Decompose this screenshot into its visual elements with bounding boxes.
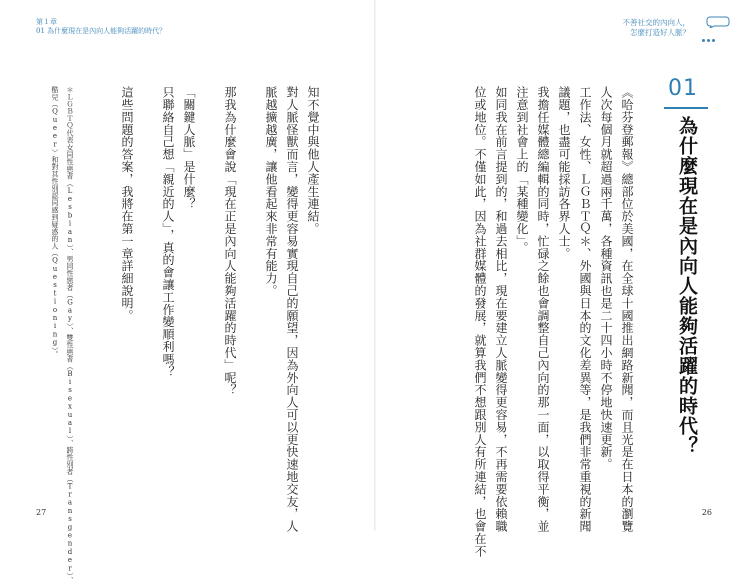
body-column: 「關鍵人脈」是什麼？ xyxy=(182,86,196,210)
body-column: 對人脈怪獸而言，變得更容易實現自己的願望，因為外向人可以更快速地交友，人 xyxy=(285,86,299,533)
page-gutter xyxy=(374,0,376,531)
running-head xyxy=(623,18,691,38)
body-column: 位或地位。不僅如此，因為社群媒體的發展，就算我們不想跟別人有所連結，也會在不 xyxy=(473,86,487,558)
body-column: 《哈芬登郵報》總部位於美國，在全球十國推出網路新聞，而且光是在日本的瀏覽 xyxy=(620,86,634,533)
section-rule xyxy=(664,107,708,109)
body-column: 那我為什麼會說「現在正是內向人能夠活躍的時代」呢？ xyxy=(223,86,237,396)
section-number: 01 xyxy=(668,76,698,101)
body-column: 議題，也盡可能採訪各界人士。 xyxy=(557,86,571,260)
body-column: 脈越擴越廣，讓他看起來非常有能力。 xyxy=(264,86,278,297)
chapter-subtitle: 01 為什麼現在是內向人能夠活躍的時代？ xyxy=(36,27,167,35)
footnote-column: 酷兒（Queer）和對其性別認同感到疑惑的人（Questioning）。 xyxy=(51,86,59,358)
body-column: 這些問題的答案，我將在第一章詳細說明。 xyxy=(120,86,134,322)
chapter-header xyxy=(36,18,166,36)
body-column: 如同我在前言提到的，和過去相比，現在要建立人脈變得更容易，不再需要依賴職 xyxy=(494,86,508,533)
body-column: 工作法、女性、ＬＧＢＴＱ＊、外國與日本的文化差異等，是我們非常重視的新聞 xyxy=(578,86,592,533)
body-column: 我擔任媒體總編輯的同時，忙碌之餘也會調整自己內向的那一面，以取得平衡，並 xyxy=(536,86,550,533)
section-title: 為什麼現在是內向人能夠活躍的時代？ xyxy=(676,116,698,456)
body-column: 只聯絡自己想「親近的人」，真的會讓工作變順利嗎？ xyxy=(161,86,175,378)
body-column: 人次每個月就超過兩千萬，各種資訊也是二十四小時不停地快速更新。 xyxy=(599,86,613,471)
body-column: 知不覺中與他人產生連結。 xyxy=(306,86,320,235)
page-number: 26 xyxy=(701,508,712,517)
chapter-label: 第１章 xyxy=(36,18,57,26)
dots-icon xyxy=(702,27,732,33)
page-number: 27 xyxy=(36,508,47,517)
body-column: 注意到社會上的「某種變化」。 xyxy=(515,86,529,254)
running-head-line: 怎麼打造好人脈？ xyxy=(630,28,690,37)
running-head-line: 不善社交的內向人， xyxy=(622,18,690,27)
footnote-column: ＊ＬＧＢＴＱ代表女同性戀者（Lesbian）、男同性戀者（Gay）、雙性戀者（Bisexual）、跨性別者（Transgender）、 xyxy=(66,86,74,583)
